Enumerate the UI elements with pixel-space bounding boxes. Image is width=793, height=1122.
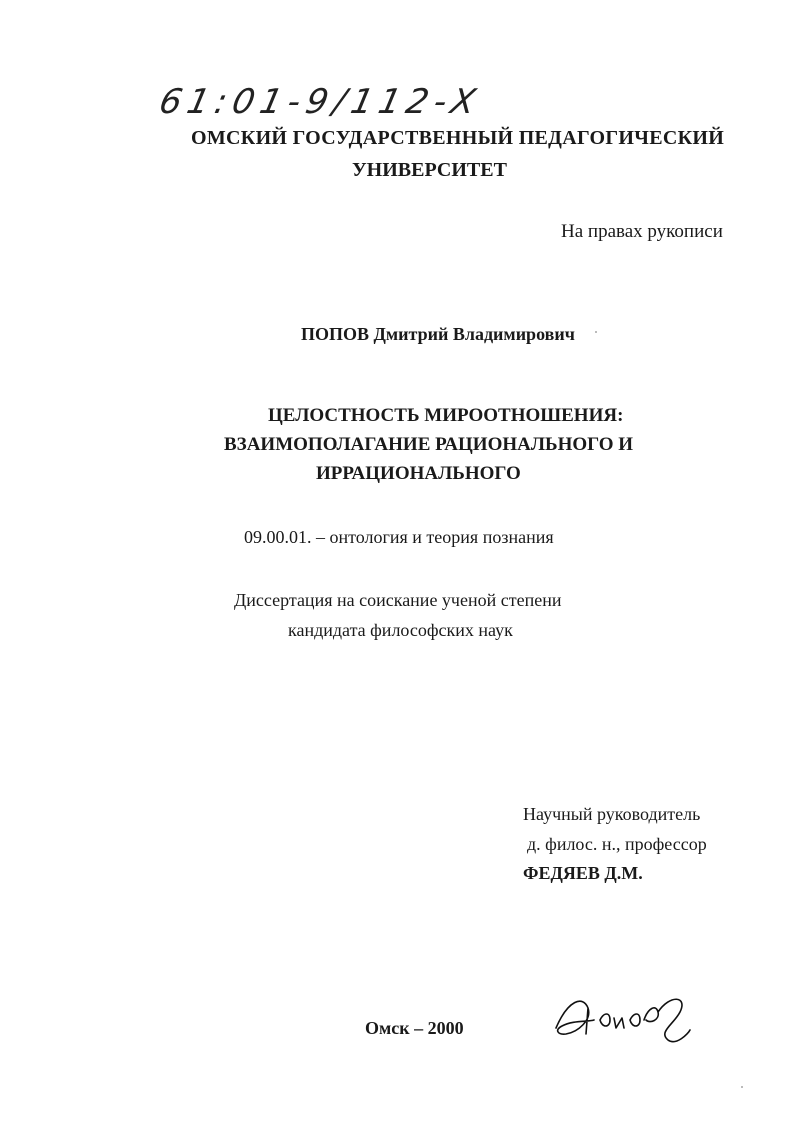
author-signature: [548, 990, 698, 1050]
title-line-2: ВЗАИМОПОЛАГАНИЕ РАЦИОНАЛЬНОГО И: [224, 434, 634, 455]
archive-code-handwritten: 61:01-9/112-X: [155, 82, 485, 122]
title-line-1: ЦЕЛОСТНОСТЬ МИРООТНОШЕНИЯ:: [268, 405, 624, 426]
scan-speck: [741, 1086, 743, 1088]
title-line-3: ИРРАЦИОНАЛЬНОГО: [316, 463, 521, 484]
university-line-2: УНИВЕРСИТЕТ: [352, 159, 507, 181]
scan-speck: [595, 331, 597, 333]
author-surname: ПОПОВ: [301, 324, 370, 344]
author-given-names: Дмитрий Владимирович: [373, 324, 575, 344]
degree-line-2: кандидата философских наук: [288, 620, 513, 640]
university-line-1: ОМСКИЙ ГОСУДАРСТВЕННЫЙ ПЕДАГОГИЧЕСКИЙ: [191, 127, 725, 149]
place-year: Омск – 2000: [365, 1018, 464, 1038]
author-name: [301, 324, 575, 345]
specialty-code: 09.00.01. – онтология и теория познания: [244, 527, 554, 547]
degree-line-1: Диссертация на соискание ученой степени: [234, 590, 562, 610]
manuscript-note: На правах рукописи: [561, 221, 723, 242]
supervisor-rank: д. филос. н., профессор: [527, 834, 707, 854]
supervisor-label: Научный руководитель: [523, 804, 701, 824]
supervisor-name: ФЕДЯЕВ Д.М.: [523, 863, 643, 883]
